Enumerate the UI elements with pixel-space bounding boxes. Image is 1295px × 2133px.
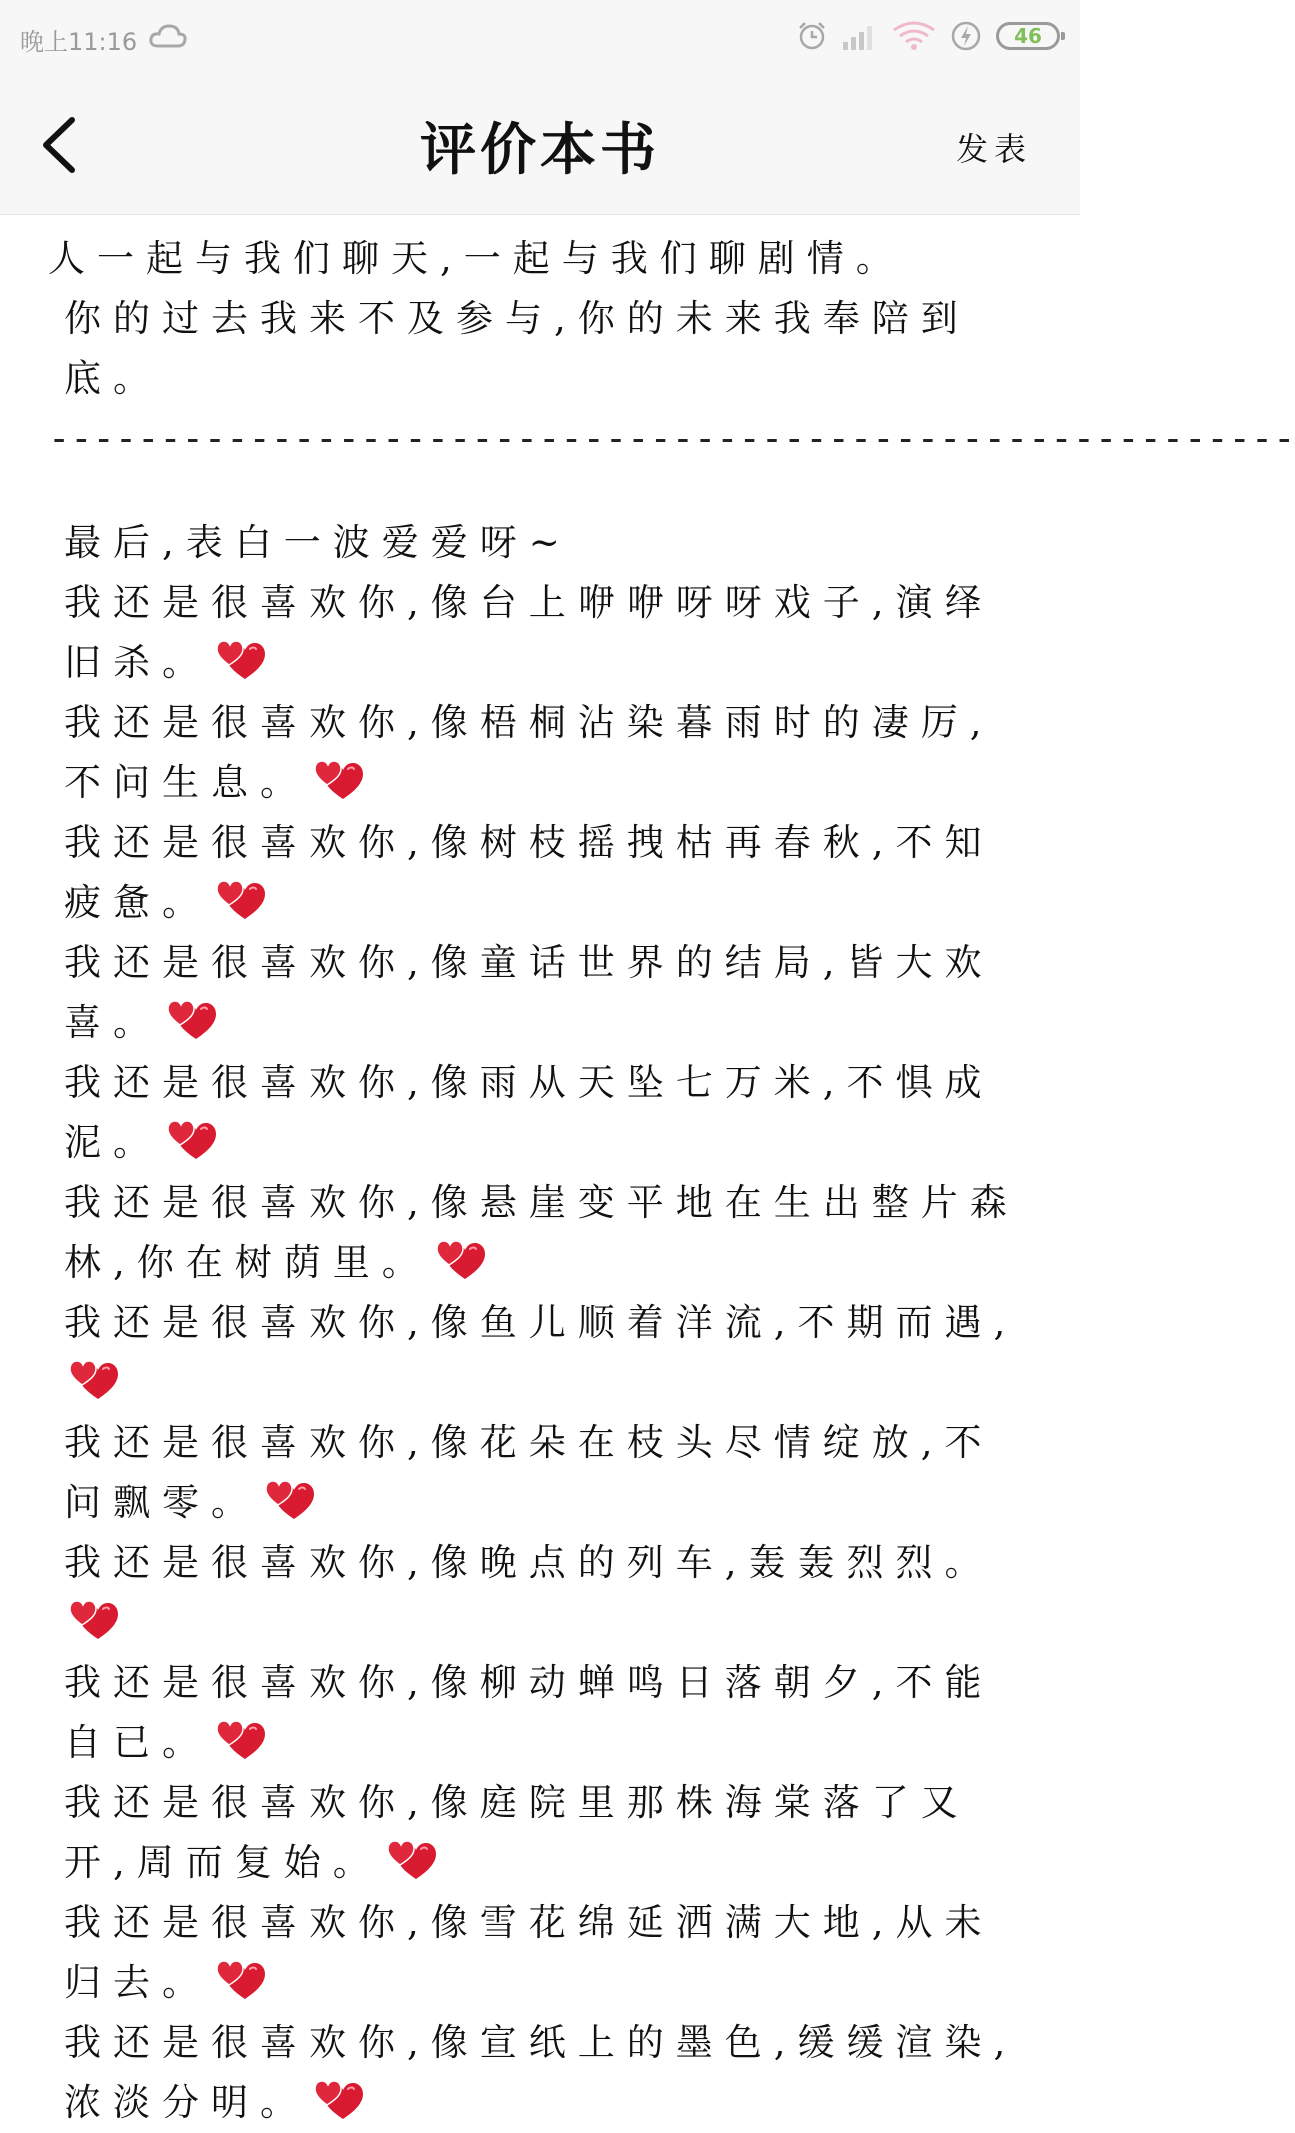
confession-text: 我还是很喜欢你,像梧桐沾染暮雨时的凄厉,不问生息。	[64, 701, 994, 804]
publish-button[interactable]: 发表	[955, 130, 1032, 168]
two-hearts-icon	[166, 995, 218, 1043]
confession-text: 我还是很喜欢你,像花朵在枝头尽情绽放,不问飘零。	[64, 1421, 994, 1524]
page-title: 评价本书	[420, 118, 660, 183]
confession-line	[48, 1533, 1038, 1653]
two-hearts-icon	[435, 1235, 487, 1283]
confession-text: 我还是很喜欢你,像宣纸上的墨色,缓缓渲染,浓淡分明。	[64, 2021, 1018, 2124]
review-text[interactable]	[48, 229, 1295, 2133]
two-hearts-icon	[215, 635, 267, 683]
confession-line	[48, 1173, 1038, 1293]
confession-list	[48, 573, 1038, 2133]
confession-line	[48, 1653, 1038, 1773]
status-bar	[0, 0, 1080, 72]
confession-text: 我还是很喜欢你,像童话世界的结局,皆大欢喜。	[64, 941, 994, 1044]
review-editor[interactable]	[0, 215, 1295, 2124]
two-hearts-icon	[166, 1115, 218, 1163]
confession-line	[48, 1413, 1038, 1533]
confession-line	[48, 1053, 1038, 1173]
confession-line	[48, 573, 1038, 693]
two-hearts-icon	[313, 2075, 365, 2123]
confession-line	[48, 813, 1038, 933]
status-icons	[796, 18, 1060, 54]
confession-text: 我还是很喜欢你,像晚点的列车,轰轰烈烈。	[64, 1541, 994, 1584]
signal-icon	[842, 22, 878, 50]
two-hearts-icon	[215, 1955, 267, 2003]
confession-text: 我还是很喜欢你,像雨从天坠七万米,不惧成泥。	[64, 1061, 994, 1164]
confession-line	[48, 2013, 1038, 2133]
confession-text: 我还是很喜欢你,像树枝摇拽枯再春秋,不知疲惫。	[64, 821, 994, 924]
cloud-icon	[148, 22, 188, 50]
two-hearts-icon	[215, 875, 267, 923]
header	[0, 72, 1080, 215]
two-hearts-icon	[264, 1475, 316, 1523]
confession-line	[48, 933, 1038, 1053]
confession-text: 我还是很喜欢你,像悬崖变平地在生出整片森林,你在树荫里。	[64, 1181, 1019, 1284]
status-time: 晚上11:16	[20, 28, 138, 56]
intro-line: 人一起与我们聊天,一起与我们聊剧情。	[48, 237, 905, 280]
confession-text: 我还是很喜欢你,像台上咿咿呀呀戏子,演绎旧杀。	[64, 581, 994, 684]
two-hearts-icon	[215, 1715, 267, 1763]
confession-text: 我还是很喜欢你,像柳动蝉鸣日落朝夕,不能自已。	[64, 1661, 994, 1764]
charging-icon	[950, 20, 982, 52]
two-hearts-icon	[386, 1835, 438, 1883]
two-hearts-icon	[313, 755, 365, 803]
confession-line	[48, 1893, 1038, 2013]
confession-heading: 最后,表白一波爱爱呀~	[64, 521, 572, 564]
confession-line	[48, 1293, 1038, 1413]
confession-line	[48, 1773, 1038, 1893]
divider: --------------------------------------------------------	[48, 417, 1295, 460]
confession-text: 我还是很喜欢你,像鱼儿顺着洋流,不期而遇,	[64, 1301, 1018, 1344]
wifi-icon	[892, 20, 936, 52]
confession-text: 我还是很喜欢你,像雪花绵延洒满大地,从未归去。	[64, 1901, 994, 2004]
two-hearts-icon	[68, 1595, 120, 1643]
confession-line	[48, 693, 1038, 813]
battery-icon	[996, 22, 1060, 50]
battery-level: 46	[1014, 24, 1042, 48]
confession-text: 我还是很喜欢你,像庭院里那株海棠落了又开,周而复始。	[64, 1781, 970, 1884]
intro-line: 你的过去我来不及参与,你的未来我奉陪到底。	[64, 297, 970, 400]
two-hearts-icon	[68, 1355, 120, 1403]
alarm-icon	[796, 20, 828, 52]
